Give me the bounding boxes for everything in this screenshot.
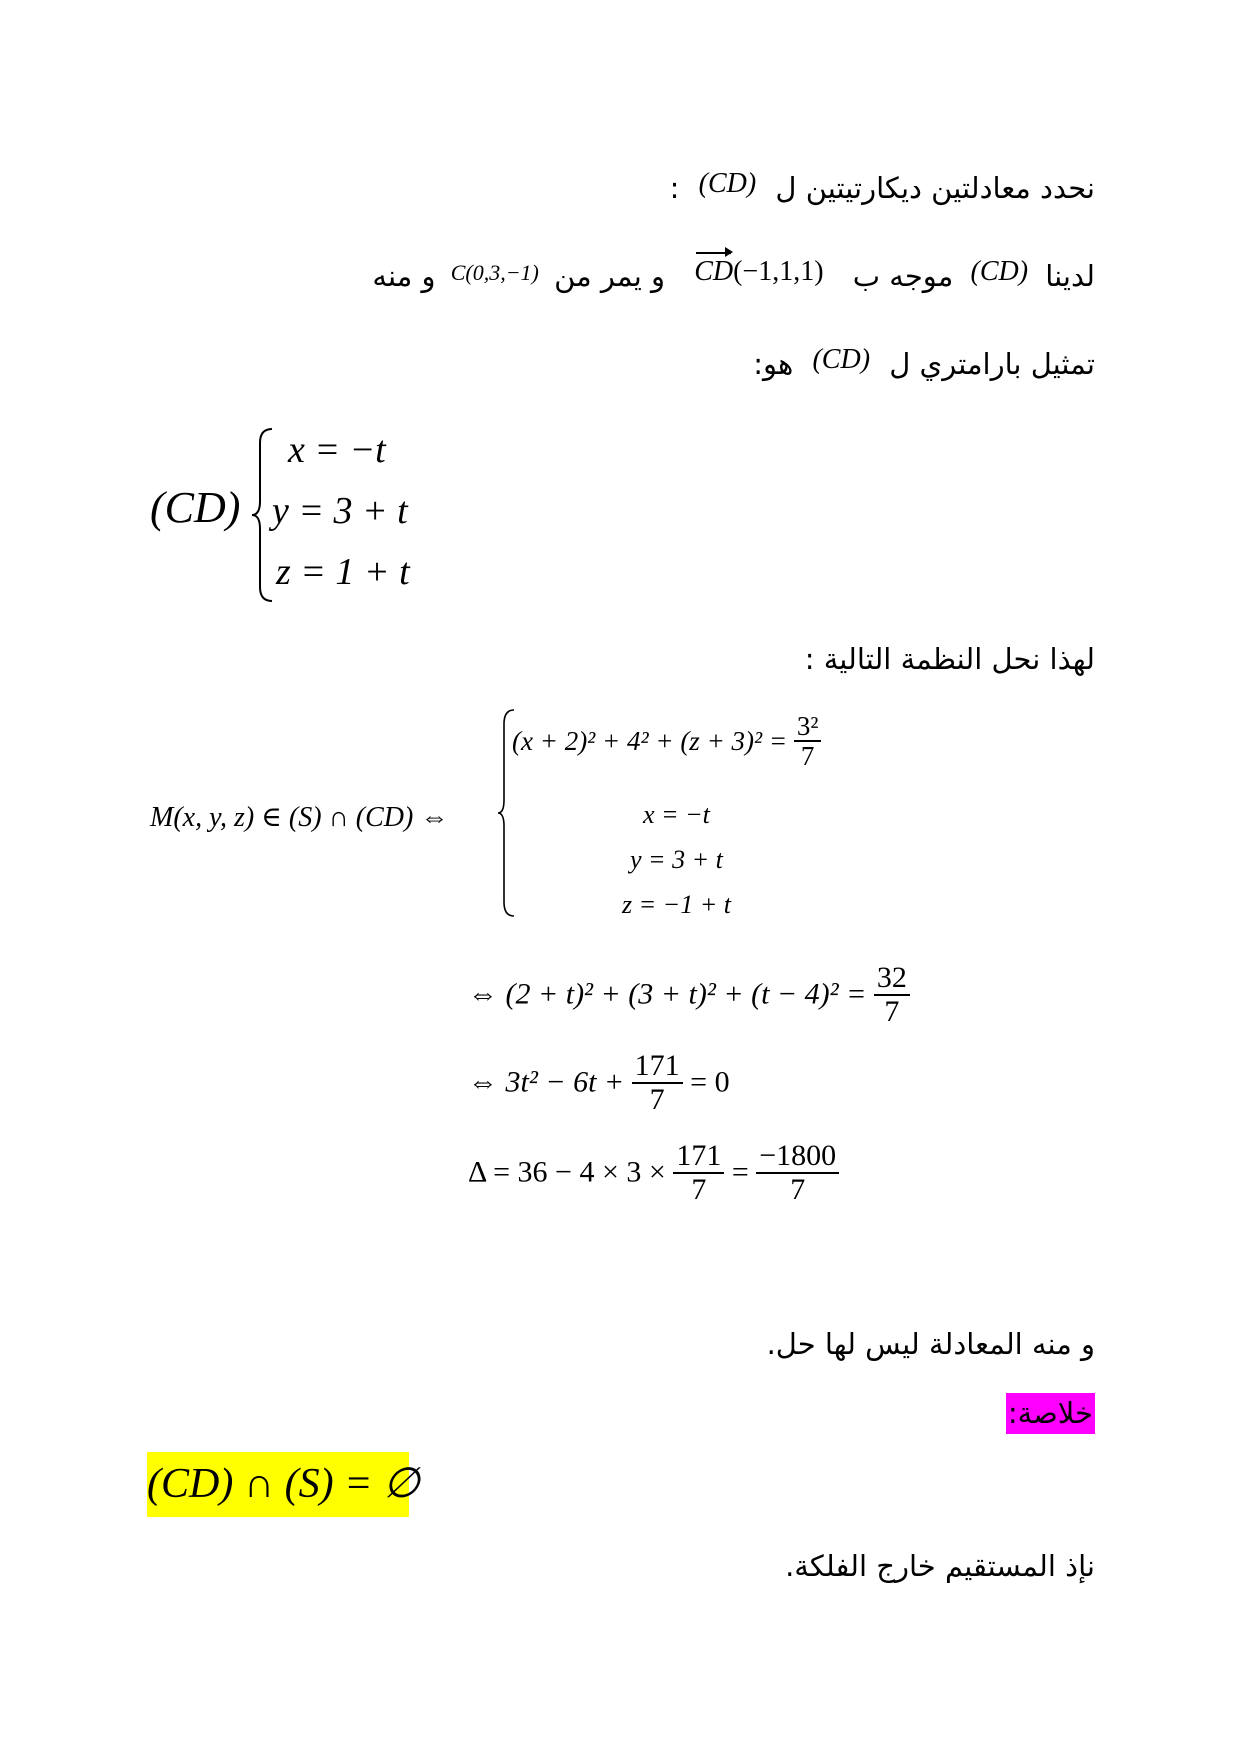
line2-word-1: لدينا (1045, 259, 1095, 293)
step1-num: 32 (874, 962, 910, 996)
line5-text: و منه المعادلة ليس لها حل. (766, 1327, 1095, 1361)
text-line-1 (670, 170, 1095, 203)
step3-lhs: Δ = 36 − 4 × 3 × (468, 1155, 666, 1189)
line2-word-2: موجه ب (852, 259, 954, 293)
line4-text: لهذا نحل النظمة التالية : (804, 642, 1095, 676)
param-eq-z: z = 1 + t (276, 551, 410, 593)
solve-step-3 (468, 1140, 839, 1205)
text-line-2 (372, 258, 1095, 291)
line1-colon: : (669, 171, 680, 205)
result-formula: (CD) ∩ (S) = ∅ (147, 1452, 409, 1517)
solve-step-1 (468, 962, 910, 1027)
step2-num: 171 (632, 1050, 683, 1084)
sphere-eq-lhs: (x + 2)² + 4² + (z + 3)² = (512, 725, 788, 756)
line3-text: تمثيل بارامتري ل (889, 347, 1095, 381)
step3-den-1: 7 (691, 1172, 707, 1206)
intersection-eq-sphere (512, 712, 821, 771)
summary-label: خلاصة: (1006, 1393, 1095, 1434)
line1-text: نحدد معادلتين ديكارتيتين ل (775, 171, 1095, 205)
intersection-eq-z: z = −1 + t (622, 890, 731, 919)
step3-frac-1 (673, 1140, 724, 1205)
text-line-5 (766, 1327, 1095, 1361)
vector-coords: (−1,1,1) (733, 256, 824, 287)
param-eq-x: x = −t (288, 429, 386, 471)
line2-vector-expr (694, 258, 823, 286)
intersection-eq-y: y = 3 + t (630, 845, 723, 874)
line2-math-cd: (CD) (970, 256, 1029, 287)
step3-frac-2 (756, 1140, 839, 1205)
intersection-lhs: M(x, y, z) ∈ (S) ∩ (CD) ⇔ (150, 802, 449, 833)
line3-tail: هو: (753, 347, 794, 381)
param-eq-y: y = 3 + t (272, 490, 408, 532)
vector-cd: CD (694, 256, 734, 287)
sphere-eq-frac (794, 712, 822, 771)
step3-eq: = (731, 1155, 749, 1189)
line2-word-3: و يمر من (554, 259, 665, 293)
param-system-label: (CD) (150, 483, 241, 532)
step2-den: 7 (649, 1082, 665, 1116)
step2-rhs: = 0 (690, 1065, 730, 1099)
step2-frac (632, 1050, 683, 1115)
text-line-4 (804, 642, 1095, 676)
intersection-eq-x: x = −t (643, 800, 710, 829)
sphere-eq-den: 7 (800, 741, 815, 772)
sphere-eq-num: 3² (794, 712, 822, 742)
step1-den: 7 (884, 994, 900, 1028)
line1-math: (CD) (698, 168, 757, 199)
step1-frac (874, 962, 910, 1027)
conclusion-text: نإذ المستقيم خارج الفلكة. (785, 1549, 1095, 1583)
step3-den-2: 7 (790, 1172, 806, 1206)
step2-lhs: ⇔ 3t² − 6t + (468, 1065, 625, 1099)
step3-num-2: −1800 (756, 1140, 839, 1174)
line2-point: C(0,3,−1) (450, 260, 539, 285)
step3-num-1: 171 (673, 1140, 724, 1174)
step1-lhs: ⇔ (2 + t)² + (3 + t)² + (t − 4)² = (468, 977, 867, 1011)
line3-math: (CD) (812, 344, 871, 375)
solve-step-2 (468, 1050, 730, 1115)
line2-word-4: و منه (372, 259, 436, 293)
text-line-3 (753, 346, 1095, 379)
